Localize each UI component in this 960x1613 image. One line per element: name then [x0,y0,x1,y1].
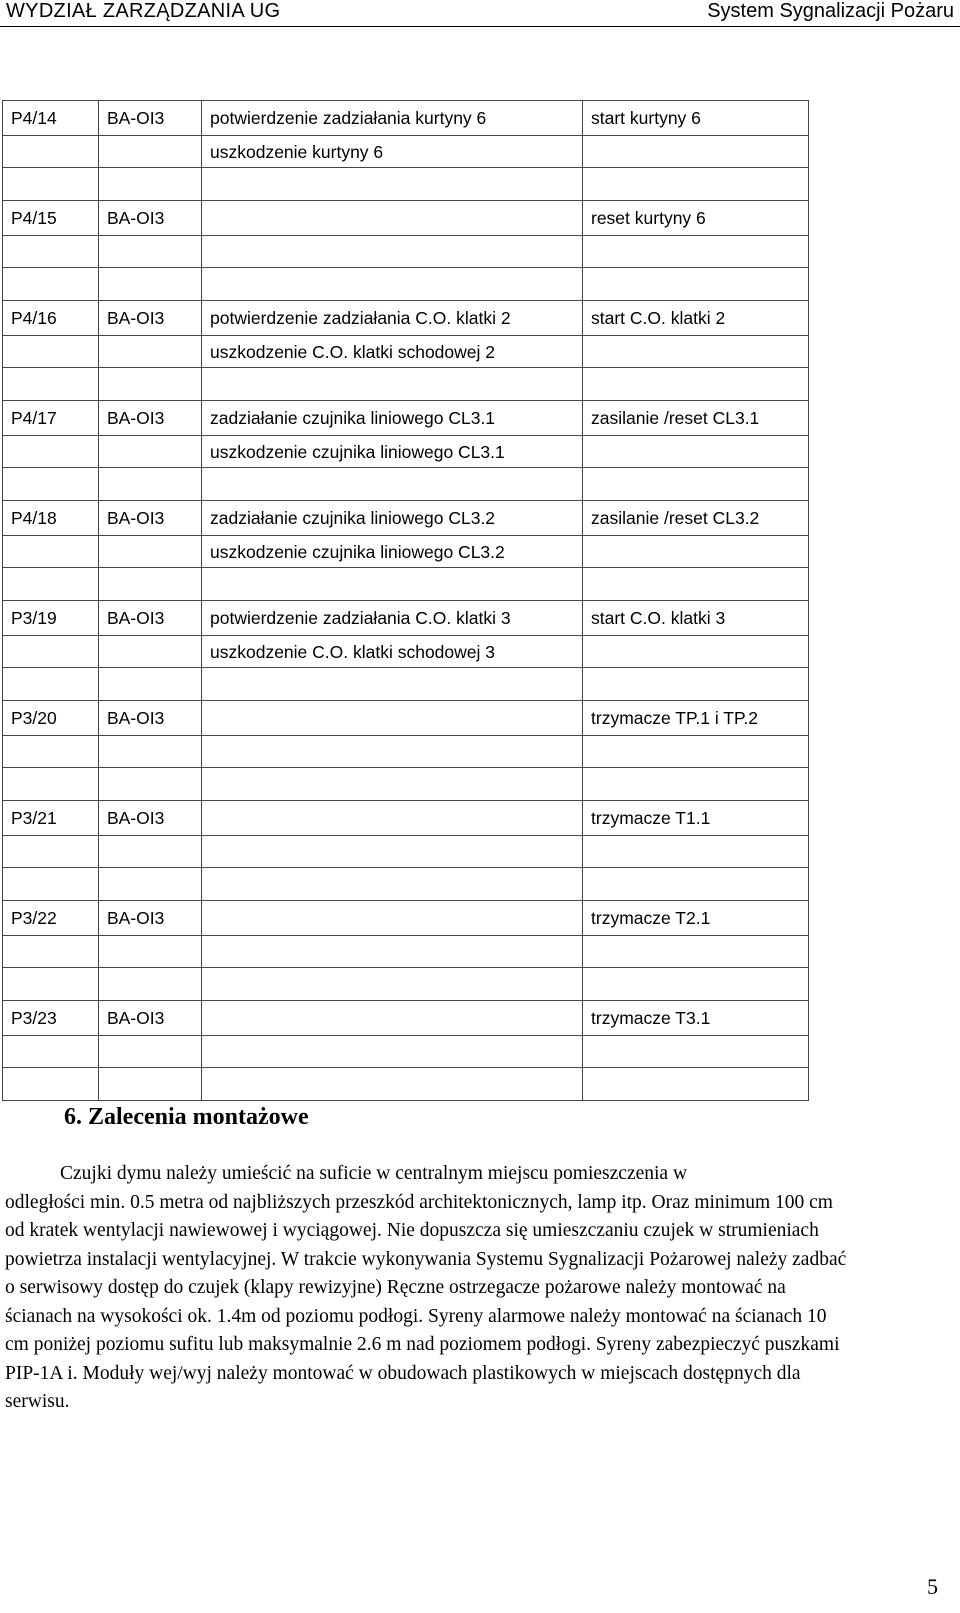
cell-empty [99,968,202,1001]
cell-empty [583,268,809,301]
table-row [3,601,809,636]
table-row [3,868,809,901]
cell-input-fault [202,836,583,868]
cell-input-fault: uszkodzenie czujnika liniowego CL3.2 [202,536,583,568]
cell-address: P3/20 [3,701,99,736]
cell-empty [99,236,202,268]
cell-input: zadziałanie czujnika liniowego CL3.2 [202,501,583,536]
cell-empty [3,468,99,501]
cell-module: BA-OI3 [99,101,202,136]
cell-empty [99,536,202,568]
cell-empty [99,736,202,768]
table-row [3,301,809,336]
cell-output: reset kurtyny 6 [583,201,809,236]
section-paragraph [5,1160,855,1417]
cell-empty [3,1036,99,1068]
page-header [0,0,960,24]
cell-empty [202,468,583,501]
cell-output: start kurtyny 6 [583,101,809,136]
table-row [3,101,809,136]
table-row [3,968,809,1001]
cell-empty [583,168,809,201]
cell-empty [583,568,809,601]
cell-module: BA-OI3 [99,701,202,736]
cell-empty [3,736,99,768]
table-row [3,1036,809,1068]
cell-empty [99,468,202,501]
cell-module: BA-OI3 [99,201,202,236]
cell-empty [3,536,99,568]
cell-module: BA-OI3 [99,801,202,836]
cell-empty [583,1036,809,1068]
cell-empty [202,868,583,901]
cell-input: potwierdzenie zadziałania C.O. klatki 2 [202,301,583,336]
cell-empty [583,768,809,801]
cell-empty [202,568,583,601]
cell-module: BA-OI3 [99,501,202,536]
header-document-title: System Sygnalizacji Pożaru [707,0,954,22]
cell-empty [583,336,809,368]
cell-input-fault: uszkodzenie kurtyny 6 [202,136,583,168]
cell-empty [3,136,99,168]
table-row [3,268,809,301]
cell-empty [3,1068,99,1101]
table-row [3,568,809,601]
page-number: 5 [927,1574,938,1599]
cell-empty [3,868,99,901]
cell-empty [3,336,99,368]
cell-input-fault [202,736,583,768]
io-table [2,100,809,1101]
cell-address: P3/21 [3,801,99,836]
cell-empty [99,436,202,468]
cell-output: trzymacze T2.1 [583,901,809,936]
table-row [3,901,809,936]
cell-address: P4/15 [3,201,99,236]
paragraph-first-line: Czujki dymu należy umieścić na suficie w centralnym miejscu pomieszczenia w [60,1163,688,1184]
cell-empty [583,536,809,568]
cell-empty [583,968,809,1001]
cell-empty [99,168,202,201]
cell-address: P3/23 [3,1001,99,1036]
cell-address: P3/22 [3,901,99,936]
cell-empty [99,368,202,401]
cell-empty [202,168,583,201]
cell-input [202,201,583,236]
cell-empty [99,768,202,801]
cell-output: trzymacze TP.1 i TP.2 [583,701,809,736]
header-faculty: WYDZIAŁ ZARZĄDZANIA UG [6,0,281,22]
table-row [3,468,809,501]
cell-empty [3,268,99,301]
cell-address: P3/19 [3,601,99,636]
table-row [3,636,809,668]
table-row [3,736,809,768]
cell-empty [99,136,202,168]
table-row [3,136,809,168]
cell-empty [3,436,99,468]
cell-module: BA-OI3 [99,601,202,636]
cell-module: BA-OI3 [99,401,202,436]
cell-empty [583,436,809,468]
cell-address: P4/18 [3,501,99,536]
cell-empty [202,668,583,701]
cell-empty [583,636,809,668]
cell-empty [99,668,202,701]
table-row [3,936,809,968]
cell-empty [583,1068,809,1101]
cell-output: zasilanie /reset CL3.2 [583,501,809,536]
cell-input-fault: uszkodzenie czujnika liniowego CL3.1 [202,436,583,468]
cell-empty [3,668,99,701]
cell-empty [3,968,99,1001]
table-row [3,768,809,801]
table-row [3,1001,809,1036]
cell-input [202,701,583,736]
cell-input [202,1001,583,1036]
cell-address: P4/16 [3,301,99,336]
cell-address: P4/14 [3,101,99,136]
cell-empty [99,936,202,968]
cell-output: trzymacze T3.1 [583,1001,809,1036]
cell-empty [3,836,99,868]
cell-input-fault [202,936,583,968]
cell-input [202,801,583,836]
cell-empty [202,1068,583,1101]
cell-input: potwierdzenie zadziałania kurtyny 6 [202,101,583,136]
cell-input-fault: uszkodzenie C.O. klatki schodowej 2 [202,336,583,368]
cell-input [202,901,583,936]
cell-input: potwierdzenie zadziałania C.O. klatki 3 [202,601,583,636]
table-row [3,701,809,736]
cell-output: start C.O. klatki 2 [583,301,809,336]
cell-output: start C.O. klatki 3 [583,601,809,636]
table-row [3,201,809,236]
section-title: 6. Zalecenia montażowe [64,1104,309,1130]
cell-empty [583,836,809,868]
cell-output: trzymacze T1.1 [583,801,809,836]
table-row [3,236,809,268]
paragraph-body: odległości min. 0.5 metra od najbliższych przeszkód architektonicznych, lamp itp. Oraz minimum 100 cm od kratek wentylacji nawiewowej i wyciągowej. Nie dopuszcza się umieszczaniu czujek w strumieniach powietrza instalacji wentylacyjnej. W trakcie wykonywania Systemu Sygnalizacji Pożarowej należy zadbać o serwisowy dostęp do czujek (klapy rewizyjne) Ręczne ostrzegacze pożarowe należy montować na ścianach na wysokości ok. 1.4m od poziomu podłogi. Syreny alarmowe należy montować na ścianach 10 cm poniżej poziomu sufitu lub maksymalnie 2.6 m nad poziomem podłogi. Syreny zabezpieczyć puszkami PIP-1A i. Moduły wej/wyj należy montować w obudowach plastikowych w miejscach dostępnych dla serwisu. [5,1191,847,1412]
cell-empty [3,636,99,668]
cell-empty [583,468,809,501]
cell-empty [583,236,809,268]
cell-empty [99,336,202,368]
cell-empty [3,168,99,201]
cell-empty [583,868,809,901]
cell-empty [99,1036,202,1068]
cell-empty [202,768,583,801]
table-row [3,836,809,868]
cell-module: BA-OI3 [99,301,202,336]
cell-input-fault: uszkodzenie C.O. klatki schodowej 3 [202,636,583,668]
cell-empty [583,136,809,168]
table-row [3,401,809,436]
table-row [3,536,809,568]
cell-empty [99,1068,202,1101]
cell-empty [99,568,202,601]
cell-empty [99,636,202,668]
cell-input: zadziałanie czujnika liniowego CL3.1 [202,401,583,436]
table-row [3,668,809,701]
cell-module: BA-OI3 [99,1001,202,1036]
table-row [3,501,809,536]
cell-address: P4/17 [3,401,99,436]
cell-empty [583,368,809,401]
table-row [3,436,809,468]
cell-empty [99,868,202,901]
table-row [3,801,809,836]
table-row [3,1068,809,1101]
header-divider [0,26,960,27]
cell-empty [202,268,583,301]
cell-empty [583,736,809,768]
cell-empty [3,768,99,801]
table-row [3,336,809,368]
cell-output: zasilanie /reset CL3.1 [583,401,809,436]
cell-empty [99,836,202,868]
cell-empty [202,368,583,401]
cell-empty [3,236,99,268]
cell-empty [3,936,99,968]
cell-empty [99,268,202,301]
cell-empty [3,368,99,401]
cell-module: BA-OI3 [99,901,202,936]
cell-input-fault [202,236,583,268]
cell-empty [583,668,809,701]
cell-empty [583,936,809,968]
cell-empty [3,568,99,601]
table-row [3,368,809,401]
table-row [3,168,809,201]
cell-empty [202,968,583,1001]
cell-input-fault [202,1036,583,1068]
